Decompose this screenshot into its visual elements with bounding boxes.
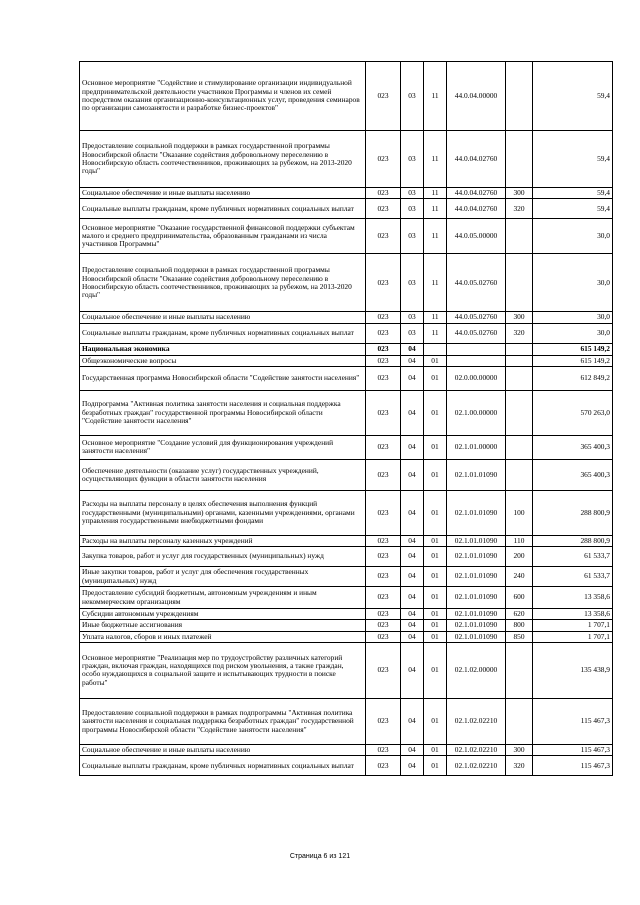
cell-ved: 023 — [366, 631, 401, 642]
cell-csr: 44.0.05.02760 — [447, 323, 506, 343]
cell-ved: 023 — [366, 490, 401, 535]
cell-csr: 44.0.04.00000 — [447, 62, 506, 131]
cell-ved: 023 — [366, 254, 401, 312]
cell-name: Иные бюджетные ассигнования — [80, 620, 366, 631]
cell-csr: 02.1.01.00000 — [447, 435, 506, 459]
cell-vr — [506, 62, 533, 131]
cell-csr: 02.0.00.00000 — [447, 366, 506, 390]
cell-sum: 13 358,6 — [533, 609, 613, 620]
cell-ved: 023 — [366, 62, 401, 131]
cell-pr: 11 — [424, 312, 447, 323]
cell-pr: 01 — [424, 631, 447, 642]
cell-ved: 023 — [366, 131, 401, 188]
cell-vr: 300 — [506, 744, 533, 755]
cell-sum: 30,0 — [533, 219, 613, 254]
cell-rz: 04 — [401, 642, 424, 698]
table-row — [80, 567, 613, 587]
cell-rz: 04 — [401, 631, 424, 642]
cell-vr: 620 — [506, 609, 533, 620]
table-row — [80, 698, 613, 744]
cell-vr: 850 — [506, 631, 533, 642]
cell-vr: 320 — [506, 323, 533, 343]
cell-csr: 44.0.05.00000 — [447, 219, 506, 254]
table-row — [80, 547, 613, 567]
cell-vr — [506, 390, 533, 435]
cell-rz: 03 — [401, 219, 424, 254]
cell-ved: 023 — [366, 323, 401, 343]
cell-sum: 13 358,6 — [533, 587, 613, 609]
cell-ved: 023 — [366, 219, 401, 254]
cell-csr: 02.1.02.02210 — [447, 744, 506, 755]
cell-csr: 02.1.01.01090 — [447, 567, 506, 587]
cell-sum: 570 263,0 — [533, 390, 613, 435]
cell-sum: 615 149,2 — [533, 355, 613, 366]
table-row — [80, 254, 613, 312]
cell-vr: 300 — [506, 312, 533, 323]
cell-rz: 03 — [401, 312, 424, 323]
cell-vr — [506, 459, 533, 490]
cell-vr: 100 — [506, 490, 533, 535]
cell-rz: 04 — [401, 756, 424, 776]
cell-pr: 11 — [424, 199, 447, 219]
cell-ved: 023 — [366, 620, 401, 631]
page-footer: Страница 6 из 121 — [289, 853, 351, 860]
cell-pr: 11 — [424, 131, 447, 188]
cell-ved: 023 — [366, 366, 401, 390]
cell-name: Обеспечение деятельности (оказание услуг) государственных учреждений, осуществляющих функции в области занятости населения — [80, 459, 366, 490]
table-row — [80, 199, 613, 219]
cell-name: Уплата налогов, сборов и иных платежей — [80, 631, 366, 642]
table-row — [80, 587, 613, 609]
cell-pr: 01 — [424, 459, 447, 490]
cell-csr: 02.1.01.01090 — [447, 459, 506, 490]
cell-vr — [506, 355, 533, 366]
cell-vr: 300 — [506, 188, 533, 199]
cell-vr: 320 — [506, 199, 533, 219]
cell-sum: 615 149,2 — [533, 343, 613, 355]
cell-csr: 02.1.01.01090 — [447, 490, 506, 535]
cell-rz: 04 — [401, 567, 424, 587]
cell-csr: 02.1.01.01090 — [447, 631, 506, 642]
cell-pr: 01 — [424, 609, 447, 620]
cell-ved: 023 — [366, 698, 401, 744]
cell-sum: 288 800,9 — [533, 535, 613, 546]
cell-name: Основное мероприятие "Реализация мер по трудоустройству различных категорий граждан, включая граждан, находящихся под риском увольнения, а также граждан, особо нуждающихся в социальной защите и испытывающих трудности в поиске работы" — [80, 642, 366, 698]
cell-rz: 04 — [401, 390, 424, 435]
cell-name: Основное мероприятие "Создание условий для функционирования учреждений занятости населения" — [80, 435, 366, 459]
cell-rz: 04 — [401, 744, 424, 755]
cell-name: Подпрограмма "Активная политика занятости населения и социальная поддержка безработных граждан" государственной программы Новосибирской области "Содействие занятости населения" — [80, 390, 366, 435]
cell-vr — [506, 343, 533, 355]
cell-name: Государственная программа Новосибирской области "Содействие занятости населения" — [80, 366, 366, 390]
cell-name: Предоставление социальной поддержки в рамках государственной программы Новосибирской области "Оказание содействия добровольному переселению в Новосибирскую область соотечественников, проживающих за рубежом, на 2013-2020 годы" — [80, 254, 366, 312]
cell-pr: 01 — [424, 435, 447, 459]
table-row — [80, 756, 613, 776]
cell-csr: 44.0.04.02760 — [447, 131, 506, 188]
cell-ved: 023 — [366, 390, 401, 435]
cell-ved: 023 — [366, 756, 401, 776]
cell-ved: 023 — [366, 567, 401, 587]
cell-pr: 01 — [424, 547, 447, 567]
cell-vr — [506, 131, 533, 188]
cell-pr: 01 — [424, 366, 447, 390]
cell-name: Социальное обеспечение и иные выплаты населению — [80, 312, 366, 323]
cell-sum: 135 438,9 — [533, 642, 613, 698]
cell-name: Основное мероприятие "Оказание государственной финансовой поддержки субъектам малого и среднего предпринимательства, образованным гражданами из числа участников Программы" — [80, 219, 366, 254]
cell-pr: 11 — [424, 254, 447, 312]
cell-rz: 03 — [401, 254, 424, 312]
cell-pr: 01 — [424, 535, 447, 546]
cell-rz: 03 — [401, 62, 424, 131]
cell-rz: 04 — [401, 435, 424, 459]
table-row — [80, 390, 613, 435]
cell-sum: 365 400,3 — [533, 435, 613, 459]
cell-pr: 11 — [424, 188, 447, 199]
cell-pr: 11 — [424, 323, 447, 343]
cell-vr — [506, 698, 533, 744]
cell-csr: 02.1.02.00000 — [447, 642, 506, 698]
cell-pr: 01 — [424, 620, 447, 631]
cell-pr — [424, 343, 447, 355]
cell-csr: 02.1.01.01090 — [447, 587, 506, 609]
table-row — [80, 490, 613, 535]
cell-rz: 04 — [401, 355, 424, 366]
cell-name: Предоставление субсидий бюджетным, автономным учреждениям и иным некоммерческим организациям — [80, 587, 366, 609]
cell-ved: 023 — [366, 547, 401, 567]
table-row — [80, 609, 613, 620]
cell-sum: 288 800,9 — [533, 490, 613, 535]
cell-vr — [506, 219, 533, 254]
cell-vr: 240 — [506, 567, 533, 587]
table-row — [80, 459, 613, 490]
cell-name: Предоставление социальной поддержки в рамках государственной программы Новосибирской области "Оказание содействия добровольному переселению в Новосибирскую область соотечественников, проживающих за рубежом, на 2013-2020 годы" — [80, 131, 366, 188]
cell-csr: 44.0.05.02760 — [447, 254, 506, 312]
cell-name: Социальные выплаты гражданам, кроме публичных нормативных социальных выплат — [80, 199, 366, 219]
cell-vr: 800 — [506, 620, 533, 631]
cell-ved: 023 — [366, 435, 401, 459]
cell-ved: 023 — [366, 535, 401, 546]
cell-pr: 01 — [424, 355, 447, 366]
cell-csr: 02.1.01.01090 — [447, 547, 506, 567]
cell-csr: 02.1.02.02210 — [447, 698, 506, 744]
cell-csr: 44.0.04.02760 — [447, 199, 506, 219]
cell-vr: 600 — [506, 587, 533, 609]
cell-pr: 01 — [424, 756, 447, 776]
table-row — [80, 219, 613, 254]
cell-name: Иные закупки товаров, работ и услуг для обеспечения государственных (муниципальных) нужд — [80, 567, 366, 587]
cell-name: Закупка товаров, работ и услуг для государственных (муниципальных) нужд — [80, 547, 366, 567]
cell-name: Основное мероприятие "Содействие и стимулирование организации индивидуальной предпринимательской деятельности участников Программы и членов их семей посредством оказания организационно-консультационных услуг, проведения семинаров по организации самозанятости и разработке бизнес-проектов" — [80, 62, 366, 131]
cell-vr — [506, 642, 533, 698]
cell-sum: 61 533,7 — [533, 547, 613, 567]
cell-ved: 023 — [366, 609, 401, 620]
cell-rz: 04 — [401, 620, 424, 631]
table-row — [80, 535, 613, 546]
cell-csr: 02.1.02.02210 — [447, 756, 506, 776]
table-row — [80, 435, 613, 459]
cell-sum: 30,0 — [533, 312, 613, 323]
cell-pr: 01 — [424, 642, 447, 698]
cell-pr: 01 — [424, 490, 447, 535]
cell-rz: 04 — [401, 547, 424, 567]
cell-rz: 04 — [401, 587, 424, 609]
table-row — [80, 323, 613, 343]
cell-pr: 11 — [424, 219, 447, 254]
cell-name: Предоставление социальной поддержки в рамках подпрограммы "Активная политика занятости населения и социальная поддержка безработных граждан" государственной программы Новосибирской области "Содействие занятости населения" — [80, 698, 366, 744]
cell-name: Социальные выплаты гражданам, кроме публичных нормативных социальных выплат — [80, 756, 366, 776]
table-row — [80, 642, 613, 698]
cell-csr: 02.1.01.01090 — [447, 620, 506, 631]
cell-sum: 59,4 — [533, 188, 613, 199]
cell-ved: 023 — [366, 642, 401, 698]
cell-sum: 30,0 — [533, 254, 613, 312]
table-row — [80, 131, 613, 188]
cell-pr: 01 — [424, 390, 447, 435]
cell-sum: 1 707,1 — [533, 620, 613, 631]
cell-rz: 04 — [401, 698, 424, 744]
cell-rz: 04 — [401, 609, 424, 620]
cell-vr: 200 — [506, 547, 533, 567]
table-row — [80, 62, 613, 131]
table-body — [80, 62, 613, 776]
budget-table — [79, 61, 613, 776]
cell-sum: 115 467,3 — [533, 744, 613, 755]
cell-vr — [506, 435, 533, 459]
cell-pr: 01 — [424, 587, 447, 609]
cell-ved: 023 — [366, 587, 401, 609]
table-row — [80, 744, 613, 755]
cell-rz: 04 — [401, 490, 424, 535]
cell-sum: 59,4 — [533, 199, 613, 219]
cell-sum: 61 533,7 — [533, 567, 613, 587]
cell-name: Национальная экономика — [80, 343, 366, 355]
cell-vr — [506, 366, 533, 390]
cell-name: Социальное обеспечение и иные выплаты населению — [80, 744, 366, 755]
cell-rz: 04 — [401, 459, 424, 490]
cell-pr: 01 — [424, 744, 447, 755]
cell-csr: 02.1.01.01090 — [447, 535, 506, 546]
cell-ved: 023 — [366, 459, 401, 490]
cell-rz: 03 — [401, 199, 424, 219]
cell-sum: 59,4 — [533, 62, 613, 131]
cell-ved: 023 — [366, 343, 401, 355]
cell-rz: 03 — [401, 131, 424, 188]
cell-vr: 110 — [506, 535, 533, 546]
cell-csr — [447, 355, 506, 366]
table-row — [80, 355, 613, 366]
cell-ved: 023 — [366, 744, 401, 755]
cell-csr — [447, 343, 506, 355]
cell-sum: 365 400,3 — [533, 459, 613, 490]
cell-name: Субсидии автономным учреждениям — [80, 609, 366, 620]
cell-ved: 023 — [366, 312, 401, 323]
cell-rz: 03 — [401, 188, 424, 199]
cell-csr: 02.1.00.00000 — [447, 390, 506, 435]
table-row — [80, 620, 613, 631]
cell-rz: 04 — [401, 343, 424, 355]
table-row — [80, 631, 613, 642]
cell-sum: 115 467,3 — [533, 756, 613, 776]
table-row — [80, 343, 613, 355]
cell-vr — [506, 254, 533, 312]
cell-csr: 44.0.05.02760 — [447, 312, 506, 323]
cell-csr: 02.1.01.01090 — [447, 609, 506, 620]
cell-pr: 11 — [424, 62, 447, 131]
cell-ved: 023 — [366, 355, 401, 366]
cell-name: Общеэкономические вопросы — [80, 355, 366, 366]
cell-pr: 01 — [424, 567, 447, 587]
cell-sum: 115 467,3 — [533, 698, 613, 744]
table-row — [80, 366, 613, 390]
cell-name: Расходы на выплаты персоналу казенных учреждений — [80, 535, 366, 546]
cell-ved: 023 — [366, 188, 401, 199]
cell-sum: 612 849,2 — [533, 366, 613, 390]
cell-pr: 01 — [424, 698, 447, 744]
cell-rz: 04 — [401, 535, 424, 546]
cell-name: Социальное обеспечение и иные выплаты населению — [80, 188, 366, 199]
cell-sum: 1 707,1 — [533, 631, 613, 642]
cell-rz: 03 — [401, 323, 424, 343]
cell-vr: 320 — [506, 756, 533, 776]
cell-name: Расходы на выплаты персоналу в целях обеспечения выполнения функций государственными (муниципальными) органами, казенными учреждениями, органами управления государственными внебюджетными фондами — [80, 490, 366, 535]
cell-name: Социальные выплаты гражданам, кроме публичных нормативных социальных выплат — [80, 323, 366, 343]
cell-csr: 44.0.04.02760 — [447, 188, 506, 199]
table-row — [80, 188, 613, 199]
cell-sum: 30,0 — [533, 323, 613, 343]
cell-ved: 023 — [366, 199, 401, 219]
table-row — [80, 312, 613, 323]
cell-rz: 04 — [401, 366, 424, 390]
cell-sum: 59,4 — [533, 131, 613, 188]
